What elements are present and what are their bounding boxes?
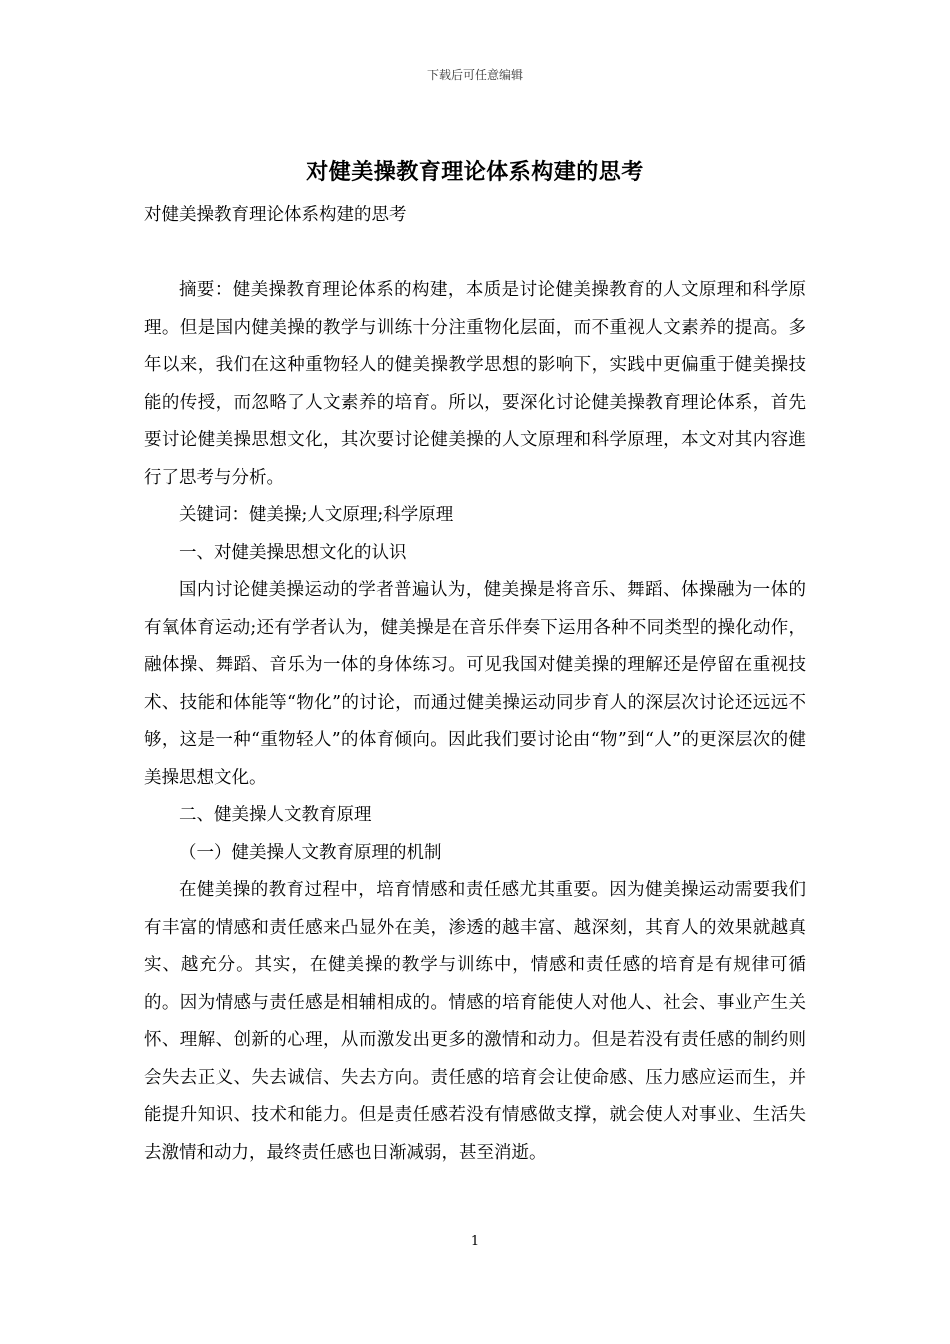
subsection-heading-1: （一）健美操人文教育原理的机制 bbox=[179, 842, 442, 863]
section-heading-1: 一、对健美操思想文化的认识 bbox=[179, 542, 407, 563]
document-title: 对健美操教育理论体系构建的思考 bbox=[306, 159, 644, 185]
page-number: 1 bbox=[470, 1234, 480, 1249]
document-subtitle: 对健美操教育理论体系构建的思考 bbox=[144, 205, 407, 225]
abstract-paragraph: 摘要：健美操教育理论体系的构建，本质是讨论健美操教育的人文原理和科学原理。但是国内健美操的教学与训练十分注重物化层面，而不重视人文素养的提高。多年以来，我们在这种重物轻人的健美操教学思想的影响下，实践中更偏重于健美操技能的传授，而忽略了人文素养的培育。所以，要深化讨论健美操教育理论体系，首先要讨论健美操思想文化，其次要讨论健美操的人文原理和科学原理，本文对其内容進行了思考与分析。 bbox=[144, 280, 806, 488]
keywords-line: 关键词：健美操;人文原理;科学原理 bbox=[179, 505, 454, 525]
document-body bbox=[144, 197, 806, 1172]
section-heading-2: 二、健美操人文教育原理 bbox=[179, 805, 372, 825]
header-note: 下载后可任意编辑 bbox=[426, 68, 523, 82]
body-paragraph: 在健美操的教育过程中，培育情感和责任感尤其重要。因为健美操运动需要我们有丰富的情感和责任感来凸显外在美，渗透的越丰富、越深刻，其育人的效果就越真实、越充分。其实，在健美操的教学与训练中，情感和责任感的培育是有规律可循的。因为情感与责任感是相辅相成的。情感的培育能使人对他人、社会、事业产生关怀、理解、创新的心理，从而激发出更多的激情和动力。但是若没有责任感的制约则会失去正义、失去诚信、失去方向。责任感的培育会让使命感、压力感应运而生，并能提升知识、技术和能力。但是责任感若没有情感做支撑，就会使人对事业、生活失去激情和动力，最终责任感也日渐减弱，甚至消逝。 bbox=[144, 880, 806, 1163]
body-paragraph: 国内讨论健美操运动的学者普遍认为，健美操是将音乐、舞蹈、体操融为一体的有氧体育运动;还有学者认为，健美操是在音乐伴奏下运用各种不同类型的操化动作，融体操、舞蹈、音乐为一体的身体练习。可见我国对健美操的理解还是停留在重视技术、技能和体能等“物化”的讨论，而通过健美操运动同步育人的深层次讨论还远远不够，这是一种“重物轻人”的体育倾向。因此我们要讨论由“物”到“人”的更深层次的健美操思想文化。 bbox=[144, 580, 806, 788]
